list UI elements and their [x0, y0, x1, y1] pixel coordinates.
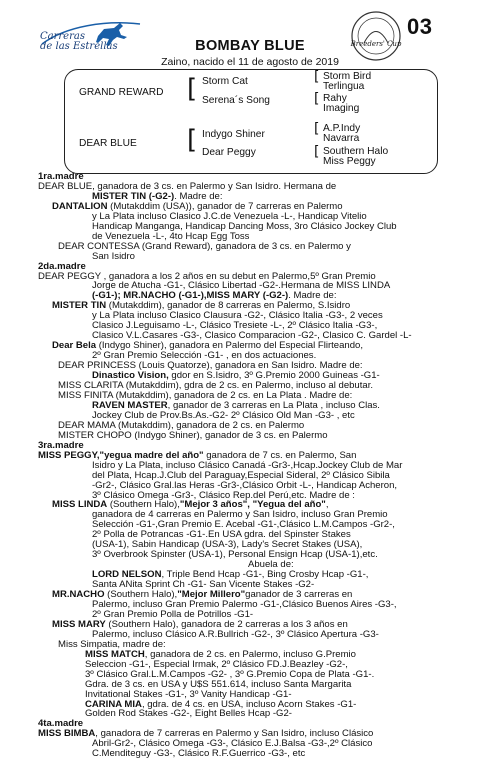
text-line: (-G1-); MR.NACHO (-G1-),MISS MARY (-G2-). Madre de: [92, 290, 337, 302]
text-line: -Gr2-, Clásico Gral.las Heras -Gr3-,Clásico Orbit -L-, Handicap Acheron, [92, 479, 398, 491]
text-line: MISS FINITA (Mutakddim), ganadora de 2 cs. en La Plata . Madre de: [58, 389, 353, 401]
text-line: MISTER TIN (Mutakddim), ganador de 8 carreras en Palermo, S.Isidro [52, 300, 351, 312]
text-line: Palermo, incluso Clásico A.R.Bullrich -G2-, 3º Clásico Apertura -G3- [92, 628, 379, 640]
bracket-icon: [ [314, 69, 320, 85]
text-line: San Isidro [92, 250, 135, 262]
dam-sire: Indygo Shiner [202, 129, 265, 140]
svg-text:Breeders' Cup: Breeders' Cup [350, 40, 402, 48]
text-line: MISS CLARITA (Mutakddim), gdra de 2 cs. en Palermo, incluso al debutar. [58, 380, 374, 392]
text-line: del Plata, Hcap.J.Club del Paraguay,Especial Sideral, 2º Clásico Sibila [92, 469, 390, 481]
text-line: y La Plata incluso Clasico Clausura -G2-, Clásico Italia -G3-, 2 veces [92, 310, 383, 322]
text-line: MISS LINDA (Southern Halo),"Mejor 3 años", "Yegua del año", [52, 499, 329, 511]
text-line: Abuela de: [248, 559, 294, 571]
text-line: DEAR MAMA (Mutakddim), ganadora de 2 cs. en Palermo [58, 419, 305, 431]
text-line: DEAR PEGGY , ganadora a los 2 años en su debut en Palermo,5º Gran Premio [38, 270, 376, 282]
birth-line: Zaino, nacido el 11 de agosto de 2019 [161, 56, 339, 68]
text-line: 2º Gran Premio Polla de Potrillos -G1- [92, 608, 254, 620]
text-line: Invitational Stakes -G1-, 3º Vanity Handicap -G1- [85, 688, 292, 700]
text-line: MISTER CHOPO (Indygo Shiner), ganador de 3 cs. en Palermo [58, 429, 328, 441]
bracket-icon: [ [187, 74, 198, 104]
text-line: LORD NELSON, Triple Bend Hcap -G1-, Bing Crosby Hcap -G1-, [92, 569, 369, 581]
text-line: MISS MARY (Southern Halo), ganadora de 2 carreras a los 3 años en [52, 618, 348, 630]
sire-name: GRAND REWARD [79, 87, 164, 98]
text-line: y La Plata incluso Clasico J.C.de Venezuela -L-, Handicap Vitelio [92, 210, 367, 222]
text-line: Seleccion -G1-, Especial Irmak, 2º Clásico FD.J.Beazley -G2-, [85, 658, 348, 670]
text-line: DANTALION (Mutakddim (USA)), ganador de 7 carreras en Palermo [52, 200, 343, 212]
text-line: DEAR PRINCESS (Louis Quatorze), ganadora en San Isidro. Madre de: [58, 360, 363, 372]
text-line: Dinastico Vision, gdor en S.Isidro, 3º G.Premio 2000 Guineas -G1- [92, 370, 380, 382]
text-line: Selección -G1-,Gran Premio E. Acebal -G1-,Clásico L.M.Campos -Gr2-, [92, 519, 395, 531]
bracket-icon: [ [187, 125, 198, 155]
text-line: de Venezuela -L-, 4to Hcap Egg Toss [92, 230, 250, 242]
text-line: 3º Overbrook Spinster (USA-1), Personal Ensign Hcap (USA-1),etc. [92, 549, 378, 561]
text-line: CARINA MIA, gdra. de 4 cs. en USA, incluso Acorn Stakes -G1- [85, 698, 357, 710]
text-line: RAVEN MASTER, ganador de 3 carreras en La Plata , incluso Clas. [92, 399, 380, 411]
family-text [38, 172, 478, 759]
breeders-cup-seal-icon [350, 10, 402, 62]
text-line: (USA-1), Sabin Handicap (USA-3), Lady's Secret Stakes (USA), [92, 539, 363, 551]
sire-sire: Storm Cat [202, 76, 248, 87]
dds: Southern Halo [323, 146, 389, 157]
hip-number: 03 [407, 14, 433, 39]
section-heading: 3ra.madre [38, 439, 84, 451]
dam-name: DEAR BLUE [79, 138, 137, 149]
ssd: Terlingua [323, 81, 365, 92]
dsd: Navarra [323, 133, 360, 144]
text-line: Clasico J.Leguisamo -L-, Clásico Tresiete -L-, 2º Clásico Italia -G3-, [92, 320, 378, 332]
text-line: Isidro y La Plata, incluso Clásico Canadá -Gr3-,Hcap.Jockey Club de Mar [92, 459, 403, 471]
text-line: Abril-Gr2-, Clásico Omega -G3-, Clásico E.J.Balsa -G3-,2º Clásico [92, 738, 373, 750]
bracket-icon: [ [314, 144, 320, 160]
text-line: Miss Simpatia, madre de: [58, 638, 166, 650]
text-line: 2º Gran Premio Selección -G1- , en dos actuaciones. [92, 350, 317, 362]
sds: Rahy [323, 93, 347, 104]
ddd: Miss Peggy [323, 156, 376, 167]
bracket-icon: [ [314, 91, 320, 107]
text-line: DEAR BLUE, ganadora de 3 cs. en Palermo y San Isidro. Hermana de [38, 180, 337, 192]
text-line: Santa ANita Sprint Ch -G1- San Vicente Stakes -G2- [92, 579, 315, 591]
text-line: Gdra. de 3 cs. en USA y U$S 551.614, incluso Santa Margarita [85, 678, 352, 690]
bracket-icon: [ [314, 121, 320, 137]
pedigree-box [64, 69, 438, 174]
text-line: Handicap Manganga, Handicap Dancing Moss, 3ro Clásico Jockey Club [92, 220, 397, 232]
text-line: Jorge de Atucha -G1-, Clásico Libertad -G2-.Hermana de MISS LINDA [92, 280, 391, 292]
text-line: MISS PEGGY,"yegua madre del año" ganadora de 7 cs. en Palermo, San [38, 449, 357, 461]
section-heading: 4ta.madre [38, 718, 84, 730]
dam-dam: Dear Peggy [202, 147, 256, 158]
logo-text: Carreras de las Estrellas [40, 31, 118, 52]
text-line: 3º Clásico Omega -Gr3-, Clásico Rep.del Perú,etc. Madre de : [92, 489, 355, 501]
sire-dam: Serena´s Song [202, 95, 270, 106]
text-line: MISTER TIN (-G2-). Madre de: [92, 190, 223, 202]
text-line: Jockey Club de Prov.Bs.As.-G2- 2º Clásico Old Man -G3- , etc [92, 409, 355, 421]
dss: A.P.Indy [323, 123, 361, 134]
text-line: MISS MATCH, ganadora de 2 cs. en Palermo, incluso G.Premio [85, 648, 356, 660]
horse-name: BOMBAY BLUE [195, 38, 305, 54]
text-line: MISS BIMBA, ganadora de 7 carreras en Palermo y San Isidro, incluso Clásico [38, 728, 374, 740]
text-line: Palermo, incluso Gran Premio Palermo -G1-,Clásico Buenos Aires -G3-, [92, 598, 397, 610]
text-line: 3º Clásico Gral.L.M.Campos -G2- , 3º G.Premio Copa de Plata -G1-. [85, 668, 375, 680]
sss: Storm Bird [323, 71, 372, 82]
text-line: MR.NACHO (Southern Halo),"Mejor Millero"ganador de 3 carreras en [52, 589, 353, 601]
text-line: Dear Bela (Indygo Shiner), ganadora en Palermo del Especial Flirteando, [52, 340, 363, 352]
breeders-cup-logo [350, 10, 402, 62]
text-line: 2º Polla de Potrancas -G1-.En USA gdra. del Spinster Stakes [92, 529, 351, 541]
text-line: C.Menditeguy -G3-, Clásico R.F.Guerrico -G3-, etc [92, 748, 306, 759]
text-line: DEAR CONTESSA (Grand Reward), ganadora de 3 cs. en Palermo y [58, 240, 351, 252]
text-line: Clasico V.L.Casares -G3-, Clasico Comparacion -G2-, Clasico C. Gardel -L- [92, 330, 412, 342]
sdd: Imaging [323, 103, 360, 114]
section-heading: 1ra.madre [38, 171, 84, 182]
text-line: Golden Rod Stakes -G2-, Eight Belles Hcap -G2- [85, 708, 292, 720]
section-heading: 2da.madre [38, 260, 86, 272]
text-line: ganadora de 4 carreras en Palermo y San Isidro, incluso Gran Premio [92, 509, 388, 521]
